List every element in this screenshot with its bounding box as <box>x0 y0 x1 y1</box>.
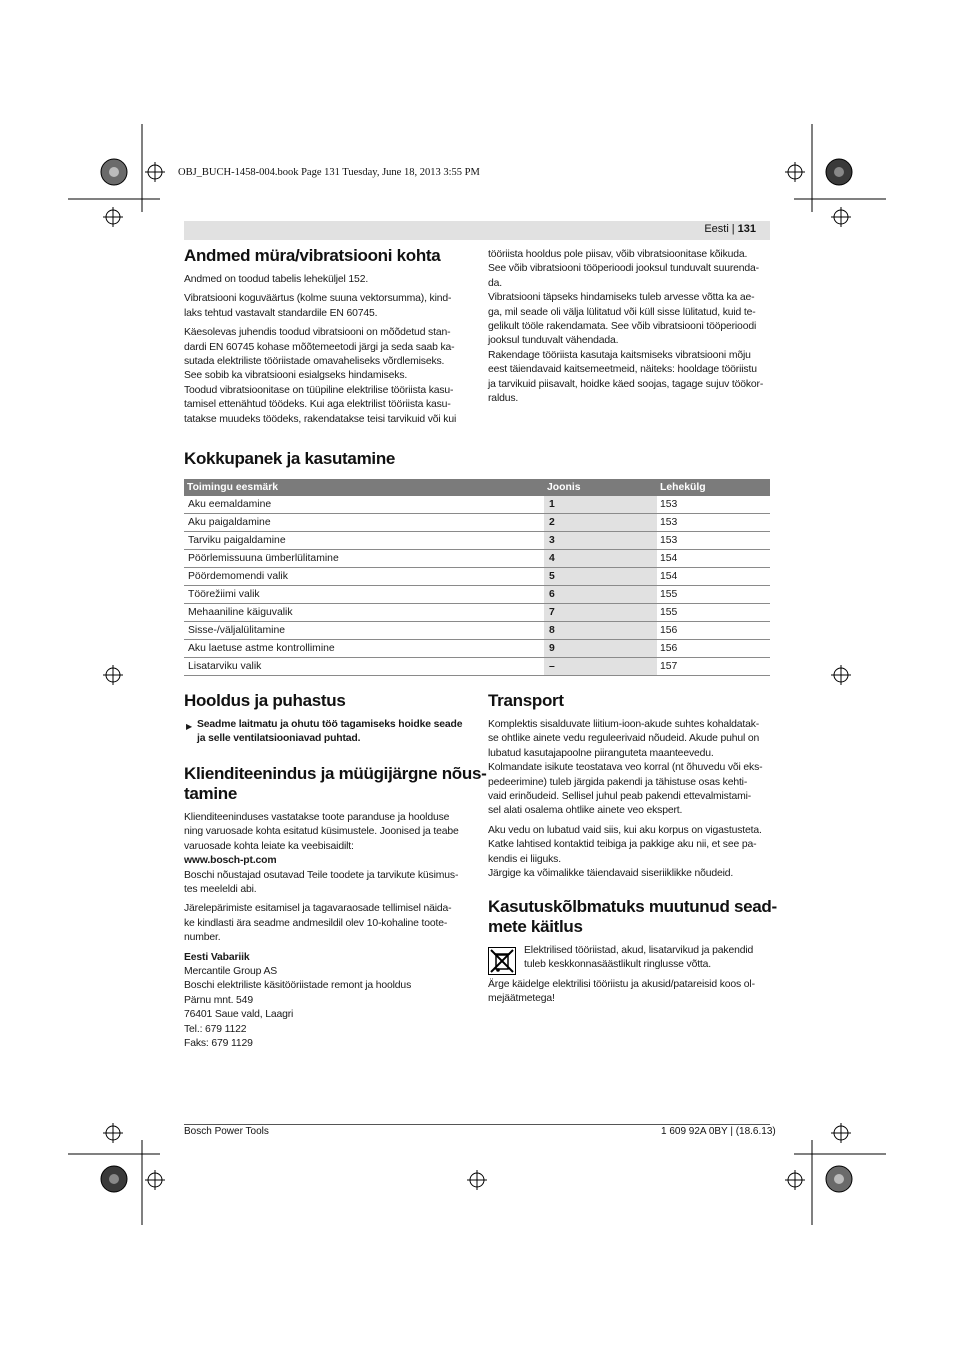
table-cell-purpose: Pöördemomendi valik <box>184 568 544 586</box>
noise-paragraph-3: Käesolevas juhendis toodud vibratsiooni on mõõdetud stan- dardi EN 60745 kohase mõõtemeetodi järgi ja seda saab ka- sutada elektriliste tööriistade omavaheliseks võrdlemiseks. See sobib ka vibratsiooni esialgseks hindamiseks. Toodud vibratsioonitase on tüüpiline elektrilise tööriista kasu- tamisel ettenähtud töödeks. Kui aga elektrilist tööriista kasu- tatakse muudeks töödeks, rakendatakse teisi tarvikuid või kui <box>184 327 457 425</box>
service-country: Eesti Vabariik <box>184 951 250 963</box>
service-address: Mercantile Group AS Boschi elektriliste käsitööriistade remont ja hooldus Pärnu mnt. 549 76401 Saue vald, Laagri Tel.: 679 1122 Faks: 679 1129 <box>184 966 412 1050</box>
header-page-number: 131 <box>737 223 756 235</box>
table-cell-figure: 4 <box>544 550 657 568</box>
noise-paragraph-2: Vibratsiooni koguväärtus (kolme suuna vektorsumma), kind- laks tehtud vastavalt standardile EN 60745. <box>184 293 452 319</box>
footer-rule <box>184 1124 770 1125</box>
transport-paragraph-2: Aku vedu on lubatud vaid siis, kui aku korpus on vigastusteta. Katke lahtised kontaktid teibiga ja pakkige aku nii, et see pa- kendis ei liiguks. Järgige ka võimalikke täiendavaid siseriiklikke nõudeid. <box>488 824 762 880</box>
transport-paragraph-1: Komplektis sisalduvate liitium-ioon-akude suhtes kohaldatak- se ohtlike ainete vedu reguleerivaid nõudeid. Akude puhul on lubatud kasutajapoolne piiranguteta maanteevedu. Kolmandate isikute teostatava veo korral (nt õhuvedu või eks- pedeerimine) tuleb järgida pakendi ja tähistuse osas kehti- vaid erinõudeid. Sellisel juhul peab pakendi ettevalmistami- sel alati osalema ohtlike ainete veo ekspert. <box>488 719 763 817</box>
noise-paragraph-4: tööriista hooldus pole piisav, võib vibratsioonitase kõikuda. See võib vibratsiooni tööperioodi jooksul tunduvalt suurenda- da. Vibratsiooni täpseks hindamiseks tuleb arvesse võtta ka ae- ga, mil seade oli välja lülitatud või küll sisse lülitatud, kuid te- gelikult tööle rakendamata. See võib vibratsiooni tööperioodi jooksul tunduvalt vähendada. Rakendage tööriista kasutaja kaitsmiseks vibratsiooni mõju eest täiendavaid kaitsemeetmeid, näiteks: hooldage tööriistu ja tarvikuid piisavalt, hoidke käed soojas, tagage sujuv töökor- raldus. <box>488 249 764 405</box>
section-title-assembly: Kokkupanek ja kasutamine <box>184 449 396 468</box>
disposal-paragraph-1: Elektrilised tööriistad, akud, lisatarvikud ja pakendid tuleb keskkonnasäästlikult ringlusse võtta. <box>524 945 754 971</box>
table-cell-page: 155 <box>657 604 770 622</box>
page-header: Eesti | 131 <box>184 221 770 240</box>
section-title-transport: Transport <box>488 691 564 710</box>
service-paragraph-1: Klienditeeninduses vastatakse toote paranduse ja hoolduse ning varuosade kohta esitatud küsimustele. Joonised ja teabe varuosade kohta leiate ka veebisaidilt: <box>184 812 459 852</box>
table-row <box>184 514 770 532</box>
service-paragraph-2: Boschi nõustajad osutavad Teile toodete ja tarvikute küsimus- tes meeleldi abi. <box>184 869 459 896</box>
disposal-column <box>488 978 773 1012</box>
table-cell-purpose: Pöörlemissuuna ümberlülitamine <box>184 550 544 568</box>
disposal-icon-text <box>524 944 774 978</box>
table-cell-figure: 8 <box>544 622 657 640</box>
service-url: www.bosch-pt.com <box>184 855 277 867</box>
section-title-disposal: Kasutuskõlbmatuks muutunud sead- mete käitlus <box>488 897 777 936</box>
table-cell-figure: 9 <box>544 640 657 658</box>
table-row <box>184 658 770 676</box>
maintenance-bullet <box>184 718 474 747</box>
table-cell-purpose: Aku laetuse astme kontrollimine <box>184 640 544 658</box>
table-cell-page: 153 <box>657 532 770 550</box>
transport-column <box>488 718 773 886</box>
crossed-out-wheelie-bin-icon <box>488 947 516 975</box>
table-cell-purpose: Lisatarviku valik <box>184 658 544 676</box>
service-column <box>184 811 474 1057</box>
bullet-triangle-icon: ▶ <box>186 722 193 731</box>
noise-right-column <box>488 248 773 411</box>
footer-brand: Bosch Power Tools <box>184 1126 269 1137</box>
table-cell-page: 154 <box>657 550 770 568</box>
operations-table <box>184 479 770 676</box>
table-cell-purpose: Aku eemaldamine <box>184 496 544 514</box>
table-header-purpose: Toimingu eesmärk <box>184 479 544 496</box>
maintenance-bullet-text: Seadme laitmatu ja ohutu töö tagamiseks hoidke seade ja selle ventilatsiooniavad puhtad. <box>197 719 463 745</box>
table-cell-page: 154 <box>657 568 770 586</box>
table-cell-figure: 6 <box>544 586 657 604</box>
table-row <box>184 496 770 514</box>
table-row <box>184 550 770 568</box>
table-row <box>184 532 770 550</box>
table-row <box>184 640 770 658</box>
table-cell-page: 156 <box>657 640 770 658</box>
table-cell-figure: 1 <box>544 496 657 514</box>
section-title-noise: Andmed müra/vibratsiooni kohta <box>184 246 441 265</box>
table-cell-figure: 2 <box>544 514 657 532</box>
print-info: OBJ_BUCH-1458-004.book Page 131 Tuesday, June 18, 2013 3:55 PM <box>178 167 480 178</box>
table-row <box>184 586 770 604</box>
table-cell-page: 153 <box>657 496 770 514</box>
noise-left-column <box>184 273 469 432</box>
table-cell-page: 153 <box>657 514 770 532</box>
section-title-maintenance: Hooldus ja puhastus <box>184 691 346 710</box>
table-row <box>184 568 770 586</box>
table-cell-page: 155 <box>657 586 770 604</box>
table-cell-purpose: Tarviku paigaldamine <box>184 532 544 550</box>
table-row <box>184 604 770 622</box>
table-cell-figure: 7 <box>544 604 657 622</box>
table-cell-purpose: Sisse-/väljalülitamine <box>184 622 544 640</box>
table-cell-purpose: Mehaaniline käiguvalik <box>184 604 544 622</box>
table-cell-purpose: Töörežiimi valik <box>184 586 544 604</box>
noise-paragraph-1: Andmed on toodud tabelis leheküljel 152. <box>184 274 369 285</box>
table-cell-figure: 3 <box>544 532 657 550</box>
table-row <box>184 622 770 640</box>
table-cell-figure: 5 <box>544 568 657 586</box>
footer-doc-id: 1 609 92A 0BY | (18.6.13) <box>661 1126 776 1137</box>
table-header-page: Lehekülg <box>657 479 770 496</box>
service-paragraph-3: Järelepärimiste esitamisel ja tagavaraosade tellimisel näida- ke kindlasti ära seadme andmesildil olev 10-kohaline toote- number. <box>184 903 452 944</box>
disposal-paragraph-2: Ärge käidelge elektrilisi tööriistu ja akusid/patareisid koos ol- mejäätmetega! <box>488 979 755 1005</box>
table-cell-purpose: Aku paigaldamine <box>184 514 544 532</box>
table-cell-page: 157 <box>657 658 770 676</box>
table-header-figure: Joonis <box>544 479 657 496</box>
maintenance-column <box>184 718 474 752</box>
table-cell-figure: – <box>544 658 657 676</box>
section-title-service: Klienditeenindus ja müügijärgne nõus- tamine <box>184 764 487 803</box>
table-cell-page: 156 <box>657 622 770 640</box>
table-header-row <box>184 479 770 496</box>
header-language: Eesti <box>704 223 729 235</box>
